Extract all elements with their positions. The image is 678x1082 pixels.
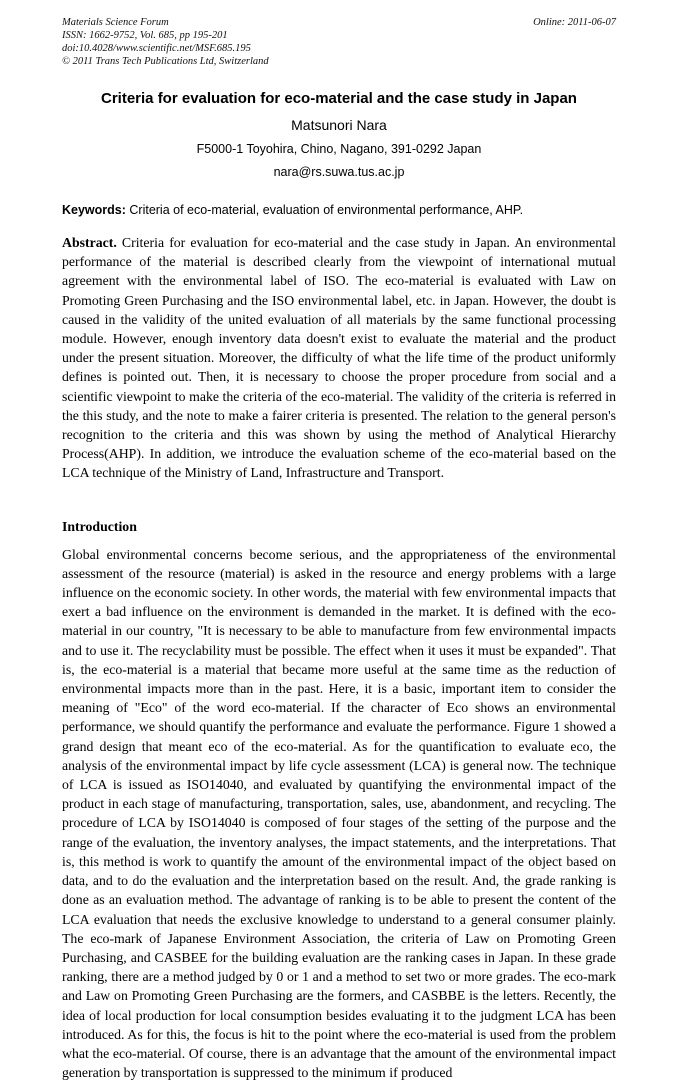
author-name: Matsunori Nara bbox=[291, 117, 387, 133]
copyright-line: © 2011 Trans Tech Publications Ltd, Switzerland bbox=[62, 56, 269, 67]
keywords-text: Criteria of eco-material, evaluation of environmental performance, AHP. bbox=[125, 203, 524, 217]
issn-line: ISSN: 1662-9752, Vol. 685, pp 195-201 bbox=[62, 30, 228, 41]
page-title: Criteria for evaluation for eco-material and the case study in Japan bbox=[101, 90, 577, 107]
journal-header bbox=[62, 16, 616, 68]
author-email: nara@rs.suwa.tus.ac.jp bbox=[273, 165, 405, 179]
abstract-paragraph bbox=[62, 233, 616, 483]
journal-name: Materials Science Forum bbox=[62, 17, 169, 28]
journal-header-left bbox=[62, 16, 269, 68]
online-date: Online: 2011-06-07 bbox=[533, 17, 616, 28]
doi-line: doi:10.4028/www.scientific.net/MSF.685.195 bbox=[62, 43, 251, 54]
keywords-line bbox=[62, 203, 616, 218]
abstract-label: Abstract. bbox=[62, 235, 117, 250]
author-affiliation: F5000-1 Toyohira, Chino, Nagano, 391-0292 Japan bbox=[196, 142, 482, 156]
introduction-heading: Introduction bbox=[62, 518, 137, 534]
introduction-body: Global environmental concerns become serious, and the appropriateness of the environmental assessment of the resource (material) is asked in the resource and energy problems with a large influence on the economic society. In other words, the material with few environmental impacts that exert a bad influence on the environment is demanded in the market. It is defined with the eco-material in our country, "It is necessary to be able to manufacture from few environmental impacts and to use it. The recyclability must be possible. The effect when it uses it must be expanded". That is, the eco-material is a material that became more useful at the same time as the reduction of environmental impacts more than in the past. Here, it is a basic, important item to consider the meaning of "Eco" of the word eco-material. If the character of Eco shows an environmental performance, we should quantify the performance and evaluate the performance. Figure 1 showed a grand design that meant eco of the eco-material. As for the quantification to evaluate eco, the analysis of the environmental impact by life cycle assessment (LCA) is general now. The technique of LCA is issued as ISO14040, and evaluated by quantifying the environmental impact of the product in each stage of manufacturing, transportation, sales, use, abandonment, and recycling. The procedure of LCA by ISO14040 is composed of four stages of the setting of the purpose and the range of the evaluation, the inventory analyses, the impact statements, and the interpretations. That is, this method is work to quantify the amount of the environmental impact of the object based on data, and to do the evaluation and the interpretation based on the result. And, the grade ranking is done as an evaluation method. The advantage of ranking is to be able to present the content of the LCA evaluation that needs the exclusive knowledge to understand to a general consumer plainly. The eco-mark of Japanese Environment Association, the criteria of Law on Promoting Green Purchasing, and CASBEE for the building evaluation are the ranking cases in Japan. In these grade ranking, there are a method judged by 0 or 1 and a method to set two or more grades. The eco-mark and Law on Promoting Green Purchasing are the formers, and CASBBE is the letters. Recently, the idea of local production for local consumption besides evaluating it to the judgment LCA has been introduced. As for this, the focus is hit to the point where the eco-material is used from the problem what the eco-material. Of course, there is an advantage that the amount of the environmental impact generation by transportation is suppressed to the minimum if produced bbox=[62, 546, 616, 1081]
keywords-label: Keywords: bbox=[62, 203, 126, 217]
abstract-text: Criteria for evaluation for eco-material and the case study in Japan. An environmental performance of the material is described clearly from the viewpoint of international mutual agreement with the environmental label of ISO. The eco-material is evaluated with Law on Promoting Green Purchasing and the ISO environmental label, etc. in Japan. However, the doubt is caused in the validity of the united evaluation of all materials by the same functional processing module. However, enough inventory data doesn't exist to evaluate the material and the product under the present situation. Moreover, the difficulty of what the life time of the product uniformly defines is pointed out. Then, it is necessary to choose the proper procedure from social and a scientific viewpoint to make the criteria of the eco-material. The validity of the criteria is referred in the this study, and the note to make a fairer criteria is presented. The relation to the general person's recognition to the criteria and this was shown by using the method of Analytical Hierarchy Process(AHP). In addition, we introduce the evaluation scheme of the eco-material based on the LCA technique of the Ministry of Land, Infrastructure and Transport. bbox=[62, 235, 616, 481]
